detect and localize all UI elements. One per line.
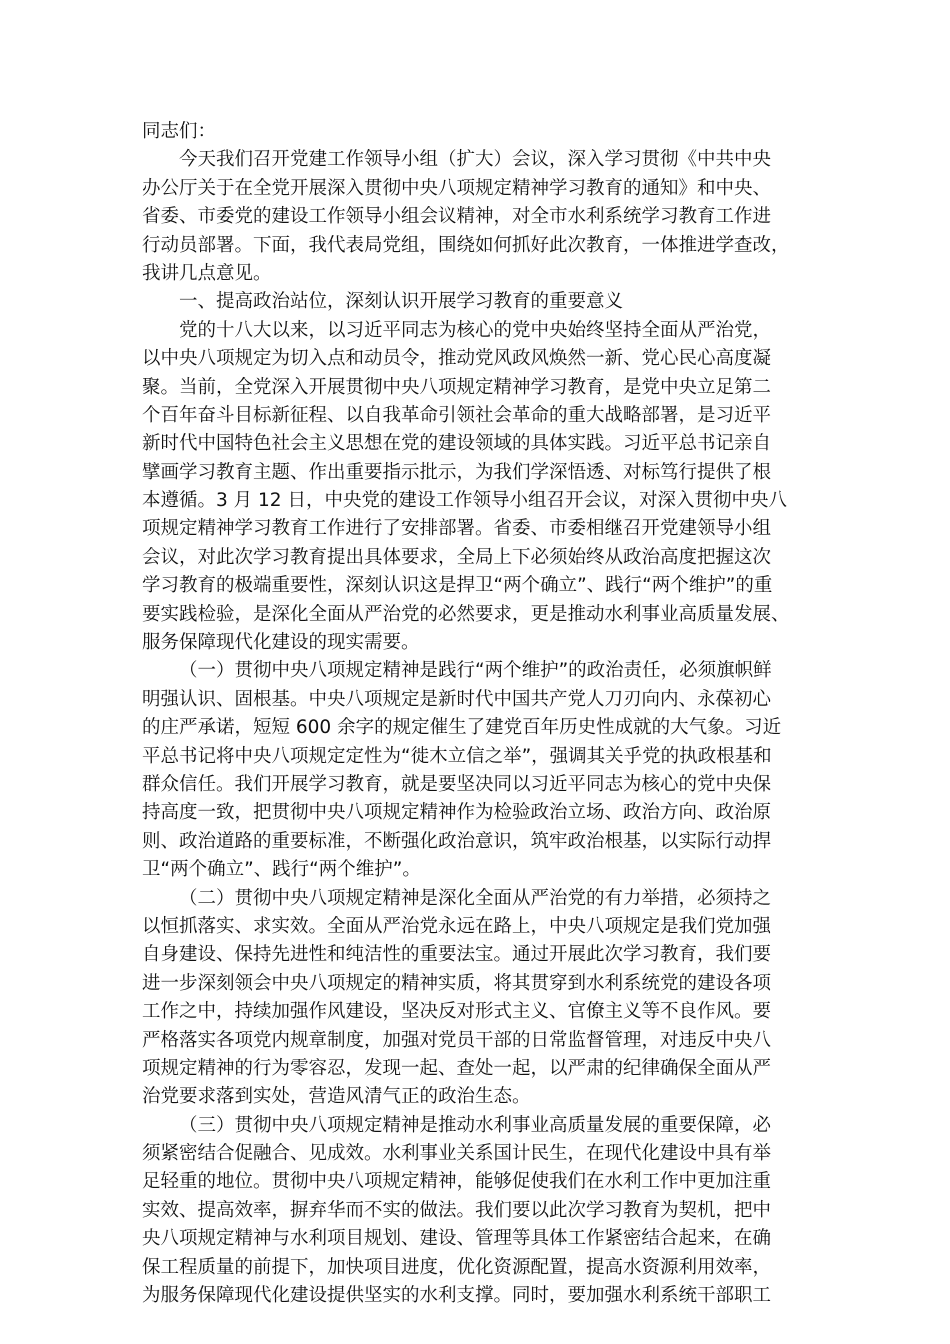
text-line: （二）贯彻中央八项规定精神是深化全面从严治党的有力举措，必须持之 [179,887,772,909]
text-line: 办公厅关于在全党开展深入贯彻中央八项规定精神学习教育的通知》和中央、 [142,177,772,199]
text-line: 保工程质量的前提下，加快项目进度，优化资源配置，提高水资源利用效率， [142,1256,772,1278]
text-line: 进一步深刻领会中央八项规定的精神实质，将其贯穿到水利系统党的建设各项 [142,972,772,994]
text-line: 会议，对此次学习教育提出具体要求，全局上下必须始终从政治高度把握这次 [142,546,772,568]
text-line: 今天我们召开党建工作领导小组（扩大）会议，深入学习贯彻《中共中央 [179,149,772,171]
text-line: 学习教育的极端重要性，深刻认识这是捍卫“两个确立”、践行“两个维护”的重 [142,575,773,597]
greeting: 同志们： [142,121,217,142]
text-line: 明强认识、固根基。中央八项规定是新时代中国共产党人刀刃向内、永葆初心 [142,688,772,710]
text-line: 群众信任。我们开展学习教育，就是要坚决同以习近平同志为核心的党中央保 [142,773,772,795]
text-line: 自身建设、保持先进性和纯洁性的重要法宝。通过开展此次学习教育，我们要 [142,944,772,966]
text-line: 实效、提高效率，摒弃华而不实的做法。我们要以此次学习教育为契机，把中 [142,1199,772,1221]
text-line: 一、提高政治站位，深刻认识开展学习教育的重要意义 [179,291,624,313]
text-line: 则、政治道路的重要标准，不断强化政治意识，筑牢政治根基，以实际行动捍 [142,830,772,852]
text-line: 治党要求落到实处，营造风清气正的政治生态。 [142,1086,531,1108]
text-line: 要实践检验，是深化全面从严治党的必然要求，更是推动水利事业高质量发展、 [142,603,790,625]
text-line: 卫“两个确立”、践行“两个维护”。 [142,859,421,881]
text-line: 项规定精神的行为零容忍，发现一起、查处一起，以严肃的纪律确保全面从严 [142,1057,772,1079]
text-line: 项规定精神学习教育工作进行了安排部署。省委、市委相继召开党建领导小组 [142,518,772,540]
text-line: 服务保障现代化建设的现实需要。 [142,632,420,654]
document-text [142,146,810,1310]
text-line: 行动员部署。下面，我代表局党组，围绕如何抓好此次教育，一体推进学查改， [142,234,790,256]
text-line: 工作之中，持续加强作风建设，坚决反对形式主义、官僚主义等不良作风。要 [142,1001,772,1023]
text-line: （一）贯彻中央八项规定精神是践行“两个维护”的政治责任，必须旗帜鲜 [179,660,772,682]
text-line: 党的十八大以来，以习近平同志为核心的党中央始终坚持全面从严治党， [179,319,772,341]
text-line: 的庄严承诺，短短 600 余字的规定催生了建党百年历史性成就的大气象。习近 [142,717,782,739]
text-line: 新时代中国特色社会主义思想在党的建设领域的具体实践。习近平总书记亲自 [142,433,772,455]
text-line: 以中央八项规定为切入点和动员令，推动党风政风焕然一新、党心民心高度凝 [142,348,772,370]
text-line: 足轻重的地位。贯彻中央八项规定精神，能够促使我们在水利工作中更加注重 [142,1171,772,1193]
text-line: 我讲几点意见。 [142,262,272,284]
text-line: 省委、市委党的建设工作领导小组会议精神，对全市水利系统学习教育工作进 [142,206,772,228]
text-line: （三）贯彻中央八项规定精神是推动水利事业高质量发展的重要保障，必 [179,1114,772,1136]
text-line: 个百年奋斗目标新征程、以自我革命引领社会革命的重大战略部署，是习近平 [142,404,772,426]
text-line: 以恒抓落实、求实效。全面从严治党永远在路上，中央八项规定是我们党加强 [142,915,772,937]
text-line: 央八项规定精神与水利项目规划、建设、管理等具体工作紧密结合起来，在确 [142,1228,772,1250]
text-line: 严格落实各项党内规章制度，加强对党员干部的日常监督管理，对违反中央八 [142,1029,772,1051]
document-body [142,118,810,1310]
text-line: 须紧密结合促融合、见成效。水利事业关系国计民生，在现代化建设中具有举 [142,1143,772,1165]
text-line: 平总书记将中央八项规定定性为“徙木立信之举”，强调其关乎党的执政根基和 [142,745,772,767]
text-line: 擘画学习教育主题、作出重要指示批示，为我们学深悟透、对标笃行提供了根 [142,461,772,483]
text-line: 持高度一致，把贯彻中央八项规定精神作为检验政治立场、政治方向、政治原 [142,802,772,824]
text-line: 本遵循。3 月 12 日，中央党的建设工作领导小组召开会议，对深入贯彻中央八 [142,490,787,512]
text-line: 聚。当前，全党深入开展贯彻中央八项规定精神学习教育，是党中央立足第二 [142,376,772,398]
text-line: 为服务保障现代化建设提供坚实的水利支撑。同时，要加强水利系统干部职工 [142,1285,772,1307]
